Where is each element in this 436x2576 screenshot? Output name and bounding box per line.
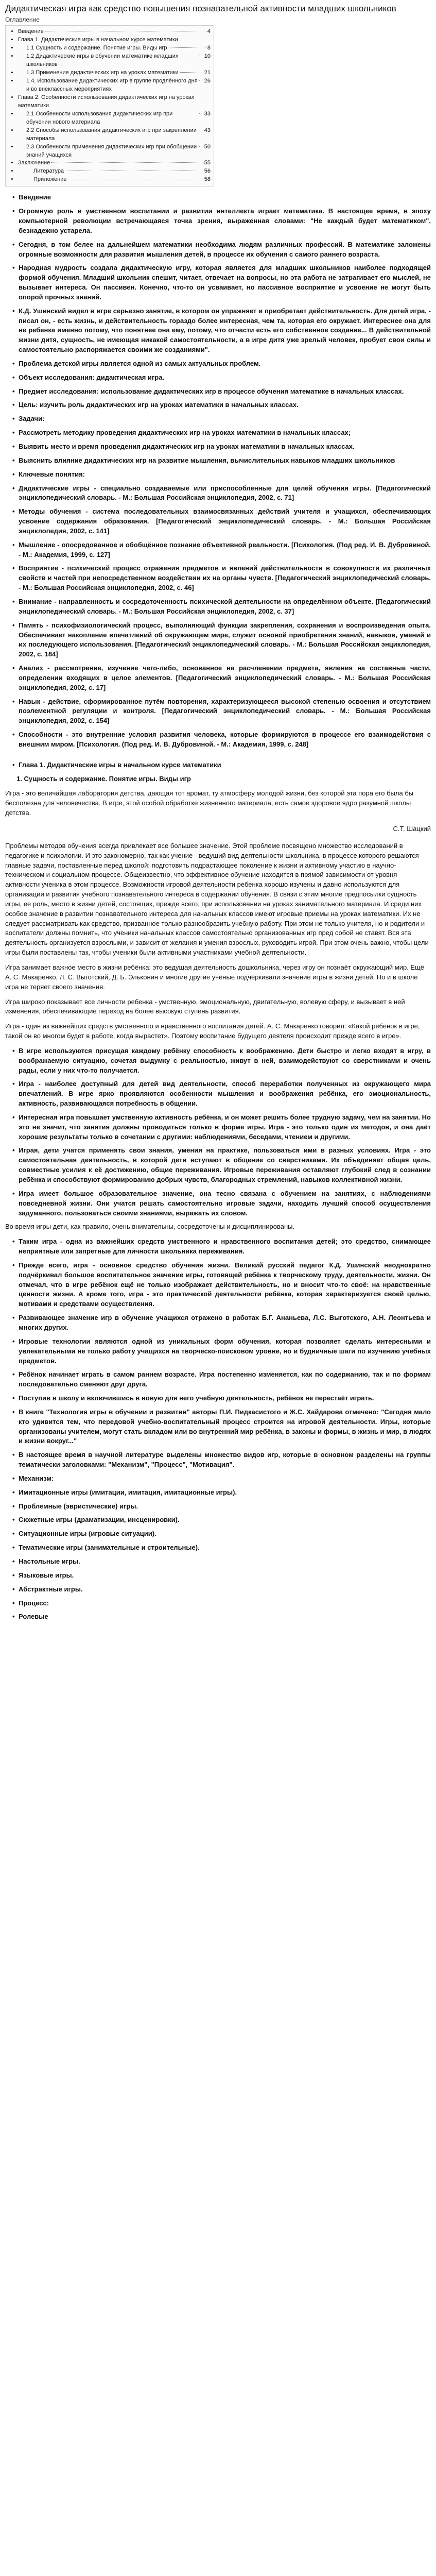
toc-entry-text[interactable]: • Глава 1. Дидактические игры в начальном курсе математики	[18, 37, 178, 43]
list-item: • Языковые игры.	[12, 1571, 431, 1581]
list-item: • Прежде всего, игра - основное средство обучения жизни. Великий русский педагог К.Д. Ушинский неоднократно подчёркивал большое воспитательное значение игры, готовящей ребёнка к творческому труду, деятельности, жизни. Он отмечал, что в игре ребёнок ещё не только изображает действительность, но и вносит что-то своё: на нравственные ценности жизни. А кроме того, игра - это практической деятельности ребёнка, которая характеризуется своей целью, мотивами и средствами осуществления.	[12, 1261, 431, 1309]
list-item: • Проблемные (эвристические) игры.	[12, 1502, 431, 1512]
list-item: • Таким игра - одна из важнейших средств умственного и нравственного воспитания детей; это средство, снимающее неприятные или запретные для личности школьника переживания.	[12, 1237, 431, 1257]
thesis-item: • Введение	[12, 193, 431, 202]
toc-page-number: 4	[207, 28, 211, 35]
body-paragraph: Игра - один из важнейших средств умственного и нравственного воспитания детей. А. С. Макаренко говорил: «Какой ребёнок в игре, такой он во многом будет в работе, когда вырастет». Поэтому воспитание будущего деятеля происходит прежде всего в игре».	[5, 1022, 420, 1040]
toc-entry[interactable]	[18, 127, 211, 143]
thesis-list	[5, 193, 431, 750]
thesis-item: • Сегодня, в том белее на дальнейшем математики необходима людям различных профессий. В математике заложены огромные возможности для развития мышления детей, в процессе их обучения с самого раннего возраста.	[12, 240, 431, 260]
toc-page-number: 43	[204, 127, 211, 133]
list-item: • В игре используются присущая каждому ребёнку способность к воображению. Дети быстро и легко входят в игру, в воображаемую ситуацию, сочетая выдумку с реальностью, живут в ней, взаимодействуют со сверстниками и очень рады, если у них что-то получается.	[12, 1046, 431, 1076]
table-of-contents	[5, 25, 214, 187]
list-item: • Интересная игра повышает умственную активность ребёнка, и он может решить более трудную задачу, чем на занятии. Но это не значит, что занятия должны проводиться только в форме игры. Игра - это только один из методов, и она даёт хорошие результаты только в сочетании с другими: наблюдениями, беседами, чтением и другими.	[12, 1113, 431, 1142]
list-item: • В настоящее время в научной литературе выделены множество видов игр, которые в основном разделены на группы тематически заголовками: "Механизм", "Процесс", "Мотивация".	[12, 1450, 431, 1470]
toc-entry-text[interactable]: • 1.4. Использование дидактических игр в группе продлённого дня и во внеклассных мероприятиях	[26, 78, 198, 93]
toc-entry-text[interactable]: • 2.2 Способы использования дидактических игр при закреплении материала	[26, 127, 197, 142]
thesis-item: • Восприятие - психический процесс отражения предметов и явлений действительности в совокупности их различных свойств и частей при непосредственном воздействии их на органы чувств. [Педагогический энциклопедический словарь. - М.: Большая Российская энциклопедия, 2002, с. 46]	[12, 564, 431, 593]
list-item: • Ролевые	[12, 1612, 431, 1622]
chapter-paragraphs	[5, 841, 431, 1041]
toc-entry[interactable]	[18, 69, 211, 77]
list-item: • Игра - наиболее доступный для детей вид деятельности, способ переработки полученных из окружающего мира впечатлений. В игре ярко проявляются особенности мышления и воображения ребёнка, его эмоциональность, активность, развивающаяся потребность в общении.	[12, 1079, 431, 1109]
toc-entry[interactable]	[18, 53, 211, 69]
chapter-heading-list	[5, 760, 431, 770]
thesis-item: • Навык - действие, сформированное путём повторения, характеризующееся высокой степенью освоения и отсутствием поэлементной регуляции и контроля. [Педагогический энциклопедический словарь. - М.: Большая Российская энциклопедия, 2002, с. 154]	[12, 697, 431, 726]
toc-entry-text[interactable]: • 2.1 Особенности использования дидактических игр при обучении нового материала	[26, 110, 173, 125]
list-item: • В книге "Технология игры в обучении и развитии" авторы П.И. Пидкасистого и Ж.С. Хайдарова отмечено: "Сегодня мало кто удивится тем, что передовой учебно-воспитательный процесс строится на игровой деятельности. Игры, которые организованы учителем, могут стать вкладом или во внутренний мир ребёнка, в законы и формы, в жизнь и мир, в людях и жизни вокруг..."	[12, 1408, 431, 1446]
body-paragraph: Проблемы методов обучения всегда привлекает все большее значение. Этой проблеме посвящено множество исследований в педагогике и психологии. И это закономерно, так как учение - ведущий вид деятельности школьника, в процессе которого решаются главные задачи, поставленные перед школой: подготовить подрастающее поколение к жизни и активному участию в научно-техническом и социальном процессе. Общеизвестно, что эффективное обучение находится в прямой зависимости от уровня активности ученика в этом процессе. Возможности игровой деятельности ребенка хорошо изучены и давно используются для организации и развития учебного познавательного интереса в содержании обучения. В связи с этим многие предпосылки сущность игры, ее роль, место в жизни детей, состоящих, прежде всего, при использовании на уроках занимательного материала. И среди них особое значение в развитии познавательного интереса для начальных классов имеют игровые приемы на уроках математики. Их не следует рассматривать как средство, призванное только разнообразить учебную работу. При этом не только учителя, но и родители и воспитатели должны помнить, что ученики начальных классов самостоятельно организованных игр пред собой не ставят. Вся эта деятельность организуется взрослыми, и зависит от желания и умения взрослых, руководить игрой. При этом очень важно, чтобы цели игры были поставлены так, чтобы ученики были активными участниками учебной деятельности.	[5, 841, 429, 957]
mid-paragraph: Во время игры дети, как правило, очень внимательны, сосредоточены и дисциплинированы.	[5, 1223, 295, 1231]
list-item: • Поступив в школу и включившись в новую для него учебную деятельность, ребёнок не перестаёт играть.	[12, 1394, 431, 1403]
toc-leader-dots	[168, 47, 206, 48]
toc-entry[interactable]	[18, 176, 211, 184]
subsection-heading: 1. Сущность и содержание. Понятие игры. Виды игр	[16, 774, 191, 783]
toc-entry[interactable]	[18, 110, 211, 127]
list-item: • Ребёнок начинает играть в самом раннем возрасте. Игра постепенно изменяется, как по содержанию, так и по формам последовательно сменяют друг друга.	[12, 1370, 431, 1389]
thesis-item: • Цель: изучить роль дидактических игр на уроках математики в начальных классах.	[12, 400, 431, 410]
thesis-item: • Огромную роль в умственном воспитании и развитии интеллекта играет математика. В настоящее время, в эпоху компьютерной революции встречающаяся точка зрения, выраженная словами: "Не каждый будет математиком", безнадежно устарела.	[12, 207, 431, 236]
toc-entry[interactable]	[18, 94, 211, 110]
thesis-item: • Выяснить влияние дидактических игр на развитие мышления, вычислительных навыков младших школьников	[12, 456, 431, 466]
thesis-item: • Проблема детской игры является одной из самых актуальных проблем.	[12, 359, 431, 369]
toc-entry[interactable]	[18, 143, 211, 160]
toc-leader-dots	[199, 113, 203, 114]
toc-entry[interactable]	[18, 44, 211, 53]
toc-entry[interactable]	[18, 36, 211, 44]
toc-page-number: 26	[204, 78, 211, 84]
toc-page-number: 8	[207, 45, 211, 52]
toc-heading: Оглавление	[5, 16, 40, 24]
toc-leader-dots	[51, 162, 203, 163]
document-title: Дидактическая игра как средство повышения познавательной активности младших школьников	[5, 4, 396, 13]
thesis-item: • Методы обучения - система последовательных взаимосвязанных действий учителя и учащихся, обеспечивающих усвоение содержания образования. [Педагогический энциклопедический словарь. - М.: Большая Российская энциклопедия, 2002, с. 141]	[12, 507, 431, 536]
thesis-item: • Рассмотреть методику проведения дидактических игр на уроках математики в начальных классах;	[12, 428, 431, 438]
toc-page-number: 56	[204, 168, 211, 175]
chapter-heading: • Глава 1. Дидактические игры в начальном курсе математики	[12, 760, 431, 770]
toc-page-number: 58	[204, 176, 211, 183]
toc-entry-text[interactable]: • 1.2 Дидактические игры в обучении математике младших школьников	[26, 53, 179, 68]
toc-entry-text[interactable]: • 1.1 Сущность и содержание. Понятие игры. Виды игр	[26, 45, 167, 52]
toc-entry-text[interactable]: • Заключение	[18, 160, 50, 166]
thesis-item: • Анализ - рассмотрение, изучение чего-либо, основанное на расчленении предмета, явления на составные части, определении входящих в целое элементов. [Педагогический энциклопедический словарь. - М.: Большая Российская энциклопедия, 2002, с. 17]	[12, 664, 431, 693]
thesis-item: • Способности - это внутренние условия развития человека, которые формируются в процессе его взаимодействия с внешним миром. [Психология. (Под ред. И. В. Дубровиной. - М.: Академия, 1999, с. 248]	[12, 730, 431, 750]
toc-page-number: 33	[204, 110, 211, 117]
toc-page-number: 55	[204, 160, 211, 166]
toc-entry[interactable]	[18, 77, 211, 94]
thesis-item: • К.Д. Ушинский видел в игре серьезно занятие, в котором он упражняет и приобретает действительность. Для детей игра, - писал он, - есть жизнь, и действительность гораздо более интересная, чем та, которая его окружает. Интереснее она для не ребенка именно потому, что понятнее она ему, потому, что отчасти есть его собственное создание... В действительной жизни дитя, сущность, не имеющая никакой самостоятельности, а в игре дитя уже зрелый человек, пробует свои силы и самостоятельно распоряжается своими же созданиями".	[12, 307, 431, 355]
toc-entry-text[interactable]: • Приложение	[33, 176, 67, 183]
bold-list-b	[5, 1237, 431, 1470]
body-paragraph: Игра широко показывает все личности ребенка - умственную, эмоциональную, двигательную, волевую сферу, и вызывает в ней изменения, обеспечивающие переход на более высокую ступень развития.	[5, 997, 405, 1015]
bold-list-a	[5, 1046, 431, 1218]
toc-leader-dots	[180, 72, 203, 73]
toc-page-number: 21	[204, 70, 211, 76]
list-item: • Ситуационные игры (игровые ситуации).	[12, 1529, 431, 1539]
epigraph-quote: Игра - это величайшая лаборатория детства, дающая тот аромат, ту атмосферу молодой жизни, без которой эта пора его была бы бесполезна для человечества. В игре, этой особой обработке жизненного материала, есть самое здоровое ядро разумной школы детства.	[5, 789, 414, 817]
list-item: • Настольные игры.	[12, 1557, 431, 1567]
list-item: • Развивающее значение игр в обучение учащихся отражено в работах Б.Г. Ананьева, Л.С. Выготского, А.Н. Леонтьева и многих других.	[12, 1313, 431, 1333]
list-item: • Тематические игры (занимательные и строительные).	[12, 1543, 431, 1553]
thesis-item: • Народная мудрость создала дидактическую игру, которая является для младших школьников наиболее подходящей формой обучения. Младший школьник спешит, читает, отвечает на вопросы, но эта работа не затрагивает его мыслей, не вызывает интереса. Он пассивен. Конечно, что-то он усваивает, но пассивное восприятие и усвоение не могут быть опорой прочных знаний.	[12, 263, 431, 302]
toc-entry[interactable]	[18, 28, 211, 36]
toc-leader-dots	[199, 146, 203, 147]
toc-leader-dots	[199, 80, 203, 81]
subsection-heading-text: Сущность и содержание. Понятие игры. Виды игр	[24, 774, 191, 783]
thesis-item: • Задачи:	[12, 414, 431, 424]
list-item: • Имитационные игры (имитации, имитация, имитационные игры).	[12, 1488, 431, 1498]
toc-entry-text[interactable]: • Введение	[18, 28, 44, 35]
toc-page-number: 10	[204, 53, 211, 60]
thesis-item: • Объект исследования: дидактическая игра.	[12, 373, 431, 383]
list-item: • Игровые технологии являются одной из уникальных форм обучения, которая позволяет сделать интересными и увлекательными не только работу учащихся на творческо-поисковом уровне, но и будничные шаги по изучению учебных предметов.	[12, 1337, 431, 1366]
plain-list	[5, 1474, 431, 1622]
list-item: • Сюжетные игры (драматизации, инсценировки).	[12, 1515, 431, 1525]
list-item: • Процесс:	[12, 1599, 431, 1608]
thesis-item: • Предмет исследования: использование дидактических игр в процессе обучения математике в начальных классах.	[12, 387, 431, 397]
body-paragraph: Игра занимает важное место в жизни ребёнка: это ведущая деятельность дошкольника, через игру он познаёт окружающий мир. Ещё А. С. Макаренко, Л. С. Выготский, Д. Б. Эльконин и многие другие учёные подчёркивали значение игры в жизни детей. Но и в школе игра не теряет своего значения.	[5, 963, 425, 991]
list-item: • Абстрактные игры.	[12, 1585, 431, 1595]
toc-entry-text[interactable]: • 2.3 Особенности применения дидактических игр при обобщении знаний учащихся	[26, 143, 197, 158]
thesis-item: • Ключевые понятия:	[12, 470, 431, 480]
thesis-item: • Дидактические игры - специально создаваемые или приспособленные для целей обучения игры. [Педагогический энциклопедический словарь. - М.: Большая Российская энциклопедия, 2002, с. 71]	[12, 484, 431, 503]
toc-entry[interactable]	[18, 159, 211, 167]
thesis-item: • Внимание - направленность и сосредоточенность психической деятельности на определённом объекте. [Педагогический энциклопедический словарь. - М.: Большая Российская энциклопедия, 2002, с. 37]	[12, 597, 431, 617]
toc-page-number: 50	[204, 143, 211, 150]
thesis-item: • Память - психофизиологический процесс, выполняющий функции закрепления, сохранения и воспроизведения опыта. Обеспечивает накопление впечатлений об окружающем мире, служит основой приобретения знаний, навыков, умений и их последующего использования. [Педагогический энциклопедический словарь. - М.: Большая Российская энциклопедия, 2002, с. 184]	[12, 621, 431, 659]
thesis-item: • Мышление - опосредованное и обобщённое познание объективной реальности. [Психология. (Под ред. И. В. Дубровиной. - М.: Академия, 1999, с. 127]	[12, 540, 431, 560]
toc-entry-text[interactable]: • Глава 2. Особенности использования дидактических игр на уроках математики	[18, 94, 195, 109]
toc-entry-text[interactable]: • Литература	[33, 168, 64, 175]
toc-entry-text[interactable]: • 1.3 Применение дидактических игр на уроках математики	[26, 70, 179, 76]
list-item: • Играя, дети учатся применять свои знания, умения на практике, пользоваться ими в разных условиях. Игра - это самостоятельная деятельность, в которой дети вступают в общение со сверстниками. Их объединяет общая цель, совместные усилия к её достижению, общие переживания. Игровые переживания оставляют глубокий след в сознании ребёнка и способствуют формированию добрых чувств, благородных стремлений, навыков коллективной жизни.	[12, 1146, 431, 1184]
list-item: • Механизм:	[12, 1474, 431, 1484]
list-item: • Игра имеет большое образовательное значение, она тесно связана с обучением на занятиях, с наблюдениями повседневной жизни. Они учатся решать самостоятельно игровые задачи, находить лучший способ осуществления задуманного, пользоваться своими знаниями, выражать их словом.	[12, 1189, 431, 1218]
thesis-item: • Выявить место и время проведения дидактических игр на уроках математики в начальных классах.	[12, 442, 431, 452]
toc-entry[interactable]	[18, 167, 211, 176]
epigraph-author: С.Т. Шацкий	[393, 825, 431, 833]
